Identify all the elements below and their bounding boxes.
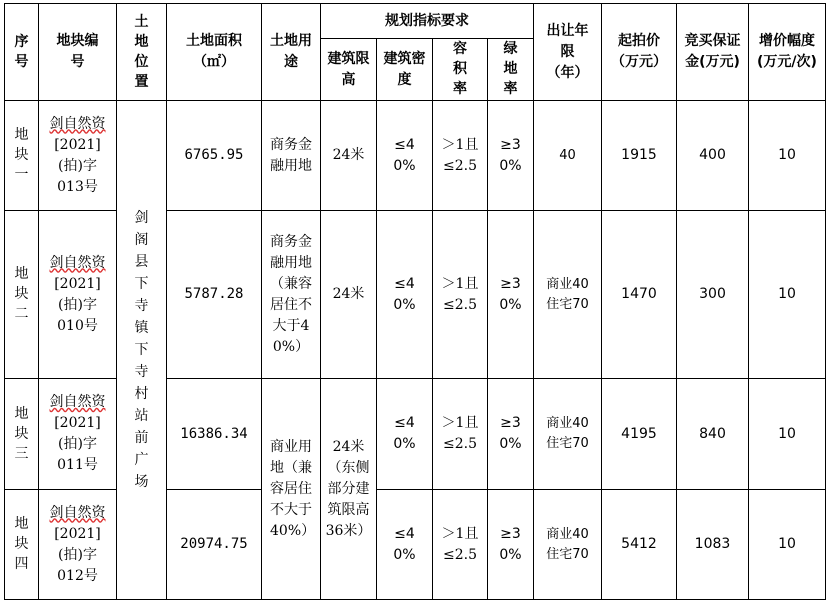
cell-usage: 商务金融用地（兼容居住不大于40%） (262, 211, 321, 379)
cell-term: 商业40 住宅70 (534, 490, 602, 600)
cell-seq: 地块三 (5, 379, 39, 490)
cell-term: 商业40 住宅70 (534, 211, 602, 379)
cell-parcel-id: 剑自然资 [2021] (拍)字 013号 (39, 101, 117, 211)
cell-green: ≥30% (488, 490, 534, 600)
cell-green: ≥30% (488, 379, 534, 490)
cell-far: ＞1且≤2.5 (433, 379, 488, 490)
header-seq: 序号 (5, 4, 39, 101)
cell-far: ＞1且≤2.5 (433, 490, 488, 600)
cell-start-price: 1915 (602, 101, 677, 211)
cell-deposit: 840 (677, 379, 749, 490)
cell-seq: 地块一 (5, 101, 39, 211)
cell-deposit: 1083 (677, 490, 749, 600)
cell-increment: 10 (749, 211, 826, 379)
cell-parcel-id: 剑自然资 [2021] (拍)字 010号 (39, 211, 117, 379)
cell-far: ＞1且≤2.5 (433, 211, 488, 379)
cell-increment: 10 (749, 379, 826, 490)
cell-green: ≥30% (488, 101, 534, 211)
header-planning: 规划指标要求 (321, 4, 534, 39)
cell-height: 24米 (321, 101, 377, 211)
cell-density: ≤40% (377, 490, 433, 600)
cell-start-price: 5412 (602, 490, 677, 600)
header-far: 容积率 (433, 39, 488, 101)
cell-deposit: 300 (677, 211, 749, 379)
cell-location: 剑阁县下寺镇下寺村站前广场 (117, 101, 167, 600)
cell-term: 40 (534, 101, 602, 211)
cell-far: ＞1且≤2.5 (433, 101, 488, 211)
cell-density: ≤40% (377, 101, 433, 211)
cell-start-price: 4195 (602, 379, 677, 490)
cell-parcel-id: 剑自然资 [2021] (拍)字 011号 (39, 379, 117, 490)
cell-term: 商业40 住宅70 (534, 379, 602, 490)
table-row (5, 101, 826, 211)
cell-area: 6765.95 (167, 101, 262, 211)
cell-area: 20974.75 (167, 490, 262, 600)
cell-green: ≥30% (488, 211, 534, 379)
header-location: 土地位置 (117, 4, 167, 101)
land-auction-table (4, 3, 826, 600)
cell-density: ≤40% (377, 211, 433, 379)
header-density: 建筑密度 (377, 39, 433, 101)
cell-usage: 商业用地（兼容居住不大于40%） (262, 379, 321, 600)
header-area: 土地面积（㎡） (167, 4, 262, 101)
header-deposit: 竞买保证金(万元) (677, 4, 749, 101)
header-height: 建筑限高 (321, 39, 377, 101)
cell-increment: 10 (749, 101, 826, 211)
header-parcel-id: 地块编号 (39, 4, 117, 101)
cell-increment: 10 (749, 490, 826, 600)
cell-parcel-id: 剑自然资 [2021] (拍)字 012号 (39, 490, 117, 600)
cell-deposit: 400 (677, 101, 749, 211)
cell-density: ≤40% (377, 379, 433, 490)
cell-area: 16386.34 (167, 379, 262, 490)
cell-area: 5787.28 (167, 211, 262, 379)
cell-seq: 地块二 (5, 211, 39, 379)
cell-start-price: 1470 (602, 211, 677, 379)
cell-height: 24米 (321, 211, 377, 379)
header-increment: 增价幅度(万元/次) (749, 4, 826, 101)
cell-seq: 地块四 (5, 490, 39, 600)
header-green: 绿地率 (488, 39, 534, 101)
cell-usage: 商务金融用地 (262, 101, 321, 211)
header-usage: 土地用途 (262, 4, 321, 101)
header-term: 出让年限（年） (534, 4, 602, 101)
cell-height: 24米（东侧部分建筑限高36米） (321, 379, 377, 600)
header-start-price: 起拍价（万元） (602, 4, 677, 101)
